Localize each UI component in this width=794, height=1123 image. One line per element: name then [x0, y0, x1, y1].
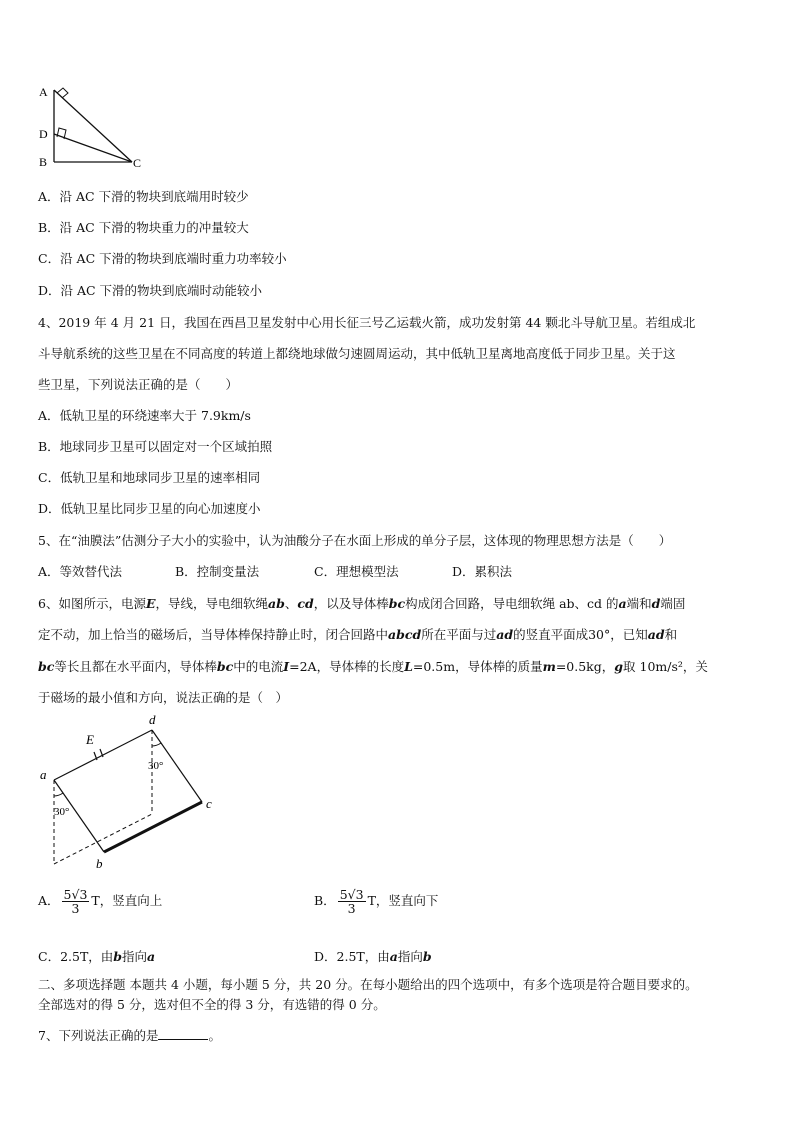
label-d: d	[149, 712, 156, 727]
q4-option-d: D．低轨卫星比同步卫星的向心加速度小	[38, 501, 261, 516]
q6-option-d: D．2.5T，由a指向b	[314, 949, 432, 964]
q6-option-c: C．2.5T，由b指向a	[38, 949, 156, 964]
section-heading-line1: 二、多项选择题 本题共 4 小题，每小题 5 分，共 20 分。在每小题给出的四个选项中，有多个选项是符合题目要求的。	[38, 977, 698, 992]
q4-option-c: C．低轨卫星和地球同步卫星的速率相同	[38, 470, 261, 485]
label-e: E	[86, 732, 94, 747]
answer-blank[interactable]	[158, 1029, 208, 1040]
circuit-figure	[34, 712, 224, 872]
q4-option-b: B．地球同步卫星可以固定对一个区域拍照	[38, 439, 273, 454]
q5-stem: 5、在“油膜法”估测分子大小的实验中，认为油酸分子在水面上形成的单分子层，这体现的物理思想方法是（ ）	[38, 533, 672, 548]
q4-stem-line1: 4、2019 年 4 月 21 日，我国在西昌卫星发射中心用长征三号乙运载火箭，成功发射第 44 颗北斗导航卫星。若组成北	[38, 315, 696, 330]
q6-stem-line1: 6、如图所示，电源E，导线，导电细软绳ab、cd，以及导体棒bc构成闭合回路，导电细软绳 ab、cd 的a端和d端固	[38, 596, 686, 611]
q5-option-b: B．控制变量法	[175, 564, 260, 579]
q5-option-a: A．等效替代法	[38, 564, 123, 579]
q4-stem-line2: 斗导航系统的这些卫星在不同高度的转道上都绕地球做匀速圆周运动，其中低轨卫星离地高度低于同步卫星。关于这	[38, 346, 676, 361]
label-b: b	[96, 856, 103, 871]
label-a: a	[40, 767, 47, 782]
fraction: $\frac{5√3}{3}$	[63, 887, 88, 917]
label-b: B	[39, 155, 48, 169]
label-d: D	[39, 127, 48, 141]
q3-option-d: D．沿 AC 下滑的物块到底端时动能较小	[38, 283, 263, 298]
incline-figure	[34, 82, 154, 172]
angle-label-a: 30°	[54, 806, 70, 818]
angle-label-d: 30°	[148, 760, 164, 772]
q6-option-b: B． $\frac{5√3}{3}$ T，竖直向下	[314, 887, 439, 917]
q4-option-a: A．低轨卫星的环绕速率大于 7.9km/s	[38, 408, 251, 423]
fraction: $\frac{5√3}{3}$	[339, 887, 364, 917]
q6-stem-line2: 定不动，加上恰当的磁场后，当导体棒保持静止时，闭合回路中abcd所在平面与过ad的竖直平面成30°，已知ad和	[38, 627, 678, 642]
q6-option-a: A． $\frac{5√3}{3}$ T，竖直向上	[38, 887, 163, 917]
q5-option-c: C．理想模型法	[314, 564, 399, 579]
section-heading-line2: 全部选对的得 5 分，选对但不全的得 3 分，有选错的得 0 分。	[38, 997, 386, 1012]
label-c: C	[133, 156, 142, 170]
q7-stem: 7、下列说法正确的是 。	[38, 1028, 221, 1043]
label-c: c	[206, 796, 212, 811]
q3-option-c: C．沿 AC 下滑的物块到底端时重力功率较小	[38, 251, 287, 266]
q6-stem-line3: bc等长且都在水平面内，导体棒bc中的电流I=2A，导体棒的长度L=0.5m，导体棒的质量m=0.5kg，g取 10m/s²，关	[38, 659, 708, 674]
q5-option-d: D．累积法	[452, 564, 513, 579]
q6-stem-line4: 于磁场的最小值和方向，说法正确的是（ ）	[38, 690, 289, 705]
q4-stem-line3: 些卫星，下列说法正确的是（ ）	[38, 377, 239, 392]
q3-option-b: B．沿 AC 下滑的物块重力的冲量较大	[38, 220, 249, 235]
q3-option-a: A．沿 AC 下滑的物块到底端用时较少	[38, 189, 249, 204]
label-a: A	[39, 85, 48, 99]
